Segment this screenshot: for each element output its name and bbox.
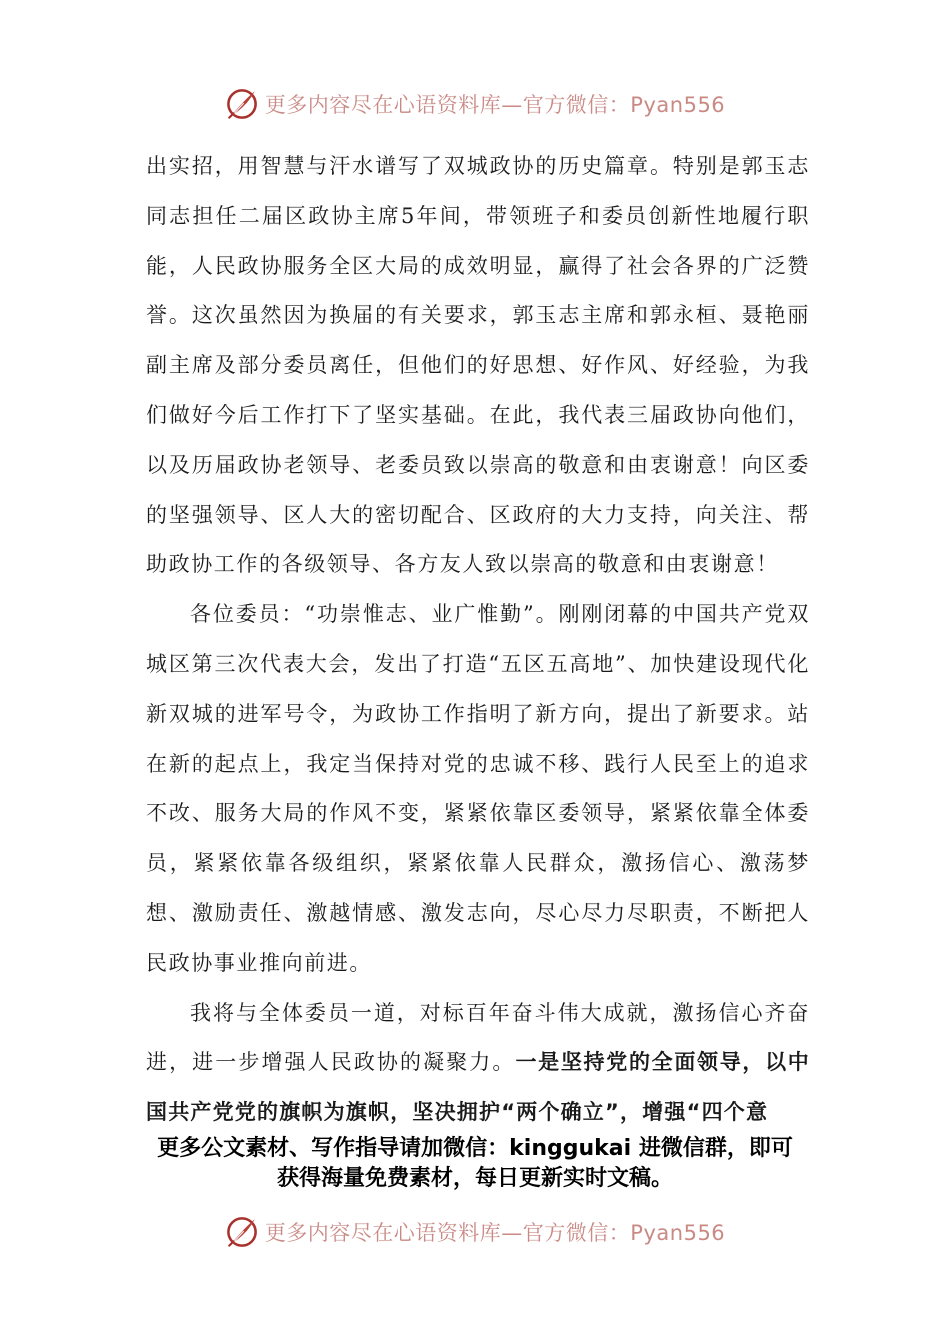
promo-notice — [0, 1134, 950, 1194]
paragraph-1: 出实招，用智慧与汗水谱写了双城政协的历史篇章。特别是郭玉志同志担任二届区政协主席5年间，带领班子和委员创新性地履行职能，人民政协服务全区大局的成效明显，赢得了社会各界的广泛赞誉。这次虽然因为换届的有关要求，郭玉志主席和郭永桓、聂艳丽副主席及部分委员离任，但他们的好思想、好作风、好经验，为我们做好今后工作打下了坚实基础。在此，我代表三届政协向他们，以及历届政协老领导、老委员致以崇高的敬意和由衷谢意！向区委的坚强领导、区人大的密切配合、区政府的大力支持，向关注、帮助政协工作的各级领导、各方友人致以崇高的敬意和由衷谢意！ — [146, 154, 810, 577]
document-body — [146, 142, 810, 1138]
promo-line-1: 更多公文素材、写作指导请加微信：kinggukai 进微信群，即可 — [157, 1136, 793, 1161]
paragraph-3-text: 我将与全体委员一道，对标百年奋斗伟大成就，激扬信心齐奋进，进一步增强人民政协的凝聚力。 — [146, 1000, 810, 1075]
watermark-header — [0, 84, 950, 124]
feather-pen-icon — [225, 1215, 259, 1249]
paragraph-3-bold: 一是坚持党的全面领导，以中国共产党党的旗帜为旗帜，坚决拥护“两个确立”，增强“四个意 — [146, 1050, 810, 1125]
watermark-text: 更多内容尽在心语资料库—官方微信：Pyan556 — [264, 93, 726, 117]
watermark-text: 更多内容尽在心语资料库—官方微信：Pyan556 — [264, 1221, 726, 1245]
paragraph-3 — [146, 989, 810, 1138]
feather-pen-icon — [225, 87, 259, 121]
promo-line-2: 获得海量免费素材，每日更新实时文稿。 — [276, 1166, 673, 1191]
paragraph-2: 各位委员：“功崇惟志、业广惟勤”。刚刚闭幕的中国共产党双城区第三次代表大会，发出了打造“五区五高地”、加快建设现代化新双城的进军号令，为政协工作指明了新方向，提出了新要求。站在新的起点上，我定当保持对党的忠诚不移、践行人民至上的追求不改、服务大局的作风不变，紧紧依靠区委领导，紧紧依靠全体委员，紧紧依靠各级组织，紧紧依靠人民群众，激扬信心、激荡梦想、激励责任、激越情感、激发志向，尽心尽力尽职责，不断把人民政协事业推向前进。 — [146, 602, 810, 975]
watermark-footer — [0, 1212, 950, 1252]
